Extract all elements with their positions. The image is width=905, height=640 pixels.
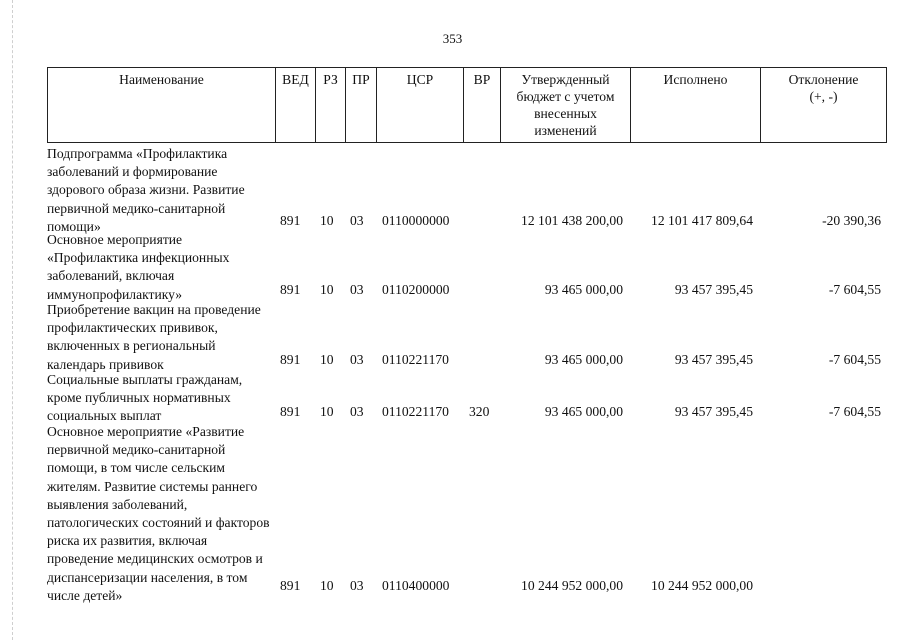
table-header — [47, 67, 887, 143]
header-csr: ЦСР — [376, 68, 463, 142]
row-csr: 0110221170 — [382, 351, 449, 367]
row-name: Основное мероприятие «Профилактика инфекционных заболеваний, включая иммунопрофилактику» — [47, 232, 230, 302]
row-budget: 93 465 000,00 — [544, 403, 623, 419]
row-csr: 0110200000 — [382, 281, 450, 297]
row-executed: 10 244 952 000,00 — [651, 577, 753, 593]
row-budget: 12 101 438 200,00 — [521, 212, 623, 228]
header-name: Наименование — [47, 68, 275, 142]
header-budget: Утвержденный бюджет с учетом внесенных изменений — [500, 68, 630, 142]
row-ved: 891 — [280, 577, 301, 593]
row-executed: 93 457 395,45 — [674, 403, 753, 419]
row-rz: 10 — [320, 281, 334, 297]
row-ved: 891 — [280, 212, 301, 228]
row-pr: 03 — [350, 577, 364, 593]
header-vr: ВР — [463, 68, 500, 142]
header-ved: ВЕД — [275, 68, 315, 142]
table-row — [47, 301, 887, 372]
row-rz: 10 — [320, 577, 334, 593]
row-deviation: -7 604,55 — [828, 281, 881, 297]
table-row — [47, 371, 887, 424]
row-budget: 93 465 000,00 — [544, 281, 623, 297]
table-row — [47, 145, 887, 234]
row-csr: 0110400000 — [382, 577, 450, 593]
row-pr: 03 — [350, 212, 364, 228]
row-vr: 320 — [469, 403, 490, 419]
row-csr: 0110221170 — [382, 403, 449, 419]
row-deviation: -7 604,55 — [828, 403, 881, 419]
row-rz: 10 — [320, 351, 334, 367]
header-pr: ПР — [345, 68, 376, 142]
row-ved: 891 — [280, 351, 301, 367]
row-budget: 93 465 000,00 — [544, 351, 623, 367]
row-pr: 03 — [350, 351, 364, 367]
row-csr: 0110000000 — [382, 212, 450, 228]
row-deviation: -20 390,36 — [822, 212, 881, 228]
row-name: Подпрограмма «Профилактика заболеваний и формирование здорового образа жизни. Развитие первичной медико-санитарной помощи» — [47, 146, 245, 234]
row-name: Приобретение вакцин на проведение профилактических прививок, включенных в региональный календарь прививок — [47, 302, 261, 372]
header-deviation: Отклонение (+, -) — [760, 68, 887, 142]
header-rz: РЗ — [315, 68, 345, 142]
row-deviation: -7 604,55 — [828, 351, 881, 367]
row-executed: 93 457 395,45 — [674, 351, 753, 367]
header-executed: Исполнено — [630, 68, 760, 142]
row-ved: 891 — [280, 281, 301, 297]
row-executed: 93 457 395,45 — [674, 281, 753, 297]
page-number: 353 — [442, 31, 463, 46]
table-row — [47, 423, 887, 603]
row-pr: 03 — [350, 403, 364, 419]
row-ved: 891 — [280, 403, 301, 419]
row-name: Основное мероприятие «Развитие первичной медико-санитарной помощи, в том числе сельским жителям. Развитие системы раннего выявления заболеваний, патологических состояний и факторов риска их развития, включая проведение медицинских осмотров и диспансеризации населения, в том числе детей» — [47, 424, 270, 603]
row-rz: 10 — [320, 403, 334, 419]
row-name: Социальные выплаты гражданам, кроме публичных нормативных социальных выплат — [47, 372, 243, 424]
scan-margin-line — [12, 0, 14, 640]
row-budget: 10 244 952 000,00 — [521, 577, 623, 593]
table-row — [47, 231, 887, 302]
row-pr: 03 — [350, 281, 364, 297]
row-executed: 12 101 417 809,64 — [651, 212, 753, 228]
row-rz: 10 — [320, 212, 334, 228]
